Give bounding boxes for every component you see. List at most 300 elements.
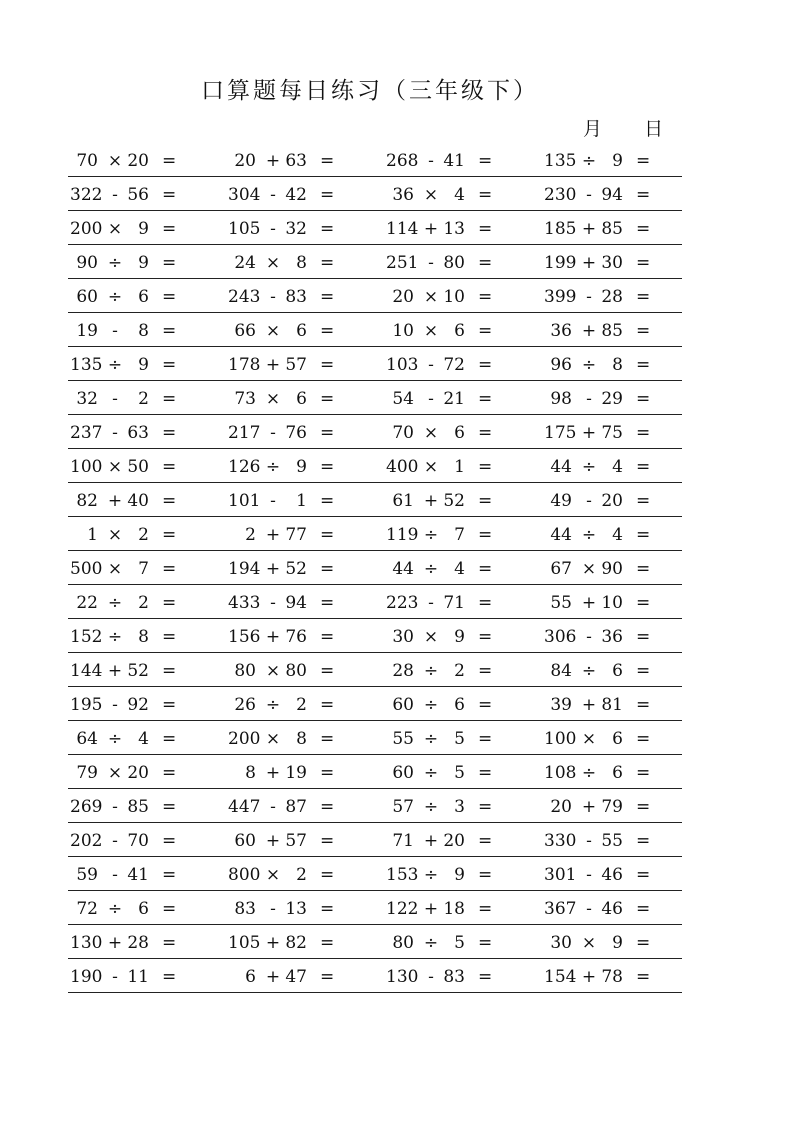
operand-a: 70 [76,151,98,171]
operator: - [428,151,434,171]
operand-a: 800 [228,865,261,885]
equals-sign: = [636,661,651,681]
operand-a: 130 [386,967,419,987]
operand-a: 10 [392,321,414,341]
equals-sign: = [636,185,651,205]
operand-a: 39 [550,695,572,715]
operator: - [586,287,592,307]
operator: - [586,389,592,409]
equals-sign: = [162,661,177,681]
operator: ÷ [423,695,439,715]
operand-b: 75 [601,423,623,443]
operand-b: 13 [285,899,307,919]
operand-b: 6 [138,899,149,919]
operand-a: 20 [234,151,256,171]
operand-a: 100 [544,729,577,749]
operator: × [107,525,123,545]
operand-b: 9 [454,627,465,647]
operand-b: 57 [285,355,307,375]
equals-sign: = [478,933,493,953]
operator: × [423,185,439,205]
table-row [68,959,682,993]
equals-sign: = [162,151,177,171]
operand-b: 6 [454,695,465,715]
operand-a: 126 [228,457,261,477]
table-row [68,517,682,551]
operand-a: 100 [70,457,103,477]
operand-a: 20 [550,797,572,817]
operand-b: 55 [601,831,623,851]
operand-b: 76 [285,627,307,647]
operator: ÷ [581,457,597,477]
equals-sign: = [636,933,651,953]
equals-sign: = [478,423,493,443]
operator: + [265,763,281,783]
operand-b: 10 [443,287,465,307]
operator: - [112,865,118,885]
operand-a: 60 [76,287,98,307]
equals-sign: = [320,389,335,409]
operand-b: 63 [285,151,307,171]
equals-sign: = [162,967,177,987]
equals-sign: = [478,729,493,749]
operand-a: 199 [544,253,577,273]
table-row [68,415,682,449]
operand-a: 152 [70,627,103,647]
operand-a: 66 [234,321,256,341]
operator: - [112,831,118,851]
equals-sign: = [478,627,493,647]
operand-a: 119 [386,525,419,545]
operand-a: 59 [76,865,98,885]
equals-sign: = [320,321,335,341]
operator: - [112,185,118,205]
equals-sign: = [320,491,335,511]
operand-b: 9 [612,933,623,953]
operator: + [265,559,281,579]
operator: × [423,627,439,647]
operand-a: 103 [386,355,419,375]
equals-sign: = [478,967,493,987]
operator: + [581,423,597,443]
equals-sign: = [636,151,651,171]
operand-a: 30 [550,933,572,953]
operand-b: 70 [127,831,149,851]
operand-a: 6 [245,967,256,987]
operand-b: 4 [454,559,465,579]
operand-a: 130 [70,933,103,953]
operand-a: 175 [544,423,577,443]
operand-b: 40 [127,491,149,511]
operand-b: 1 [296,491,307,511]
operand-b: 72 [443,355,465,375]
operand-b: 6 [138,287,149,307]
operand-b: 41 [127,865,149,885]
operand-a: 251 [386,253,419,273]
equals-sign: = [162,797,177,817]
equals-sign: = [636,627,651,647]
equals-sign: = [320,933,335,953]
table-row [68,619,682,653]
operator: × [265,321,281,341]
operator: - [428,593,434,613]
equals-sign: = [478,151,493,171]
operand-a: 322 [70,185,103,205]
operand-b: 63 [127,423,149,443]
equals-sign: = [320,763,335,783]
equals-sign: = [636,559,651,579]
operand-a: 153 [386,865,419,885]
operator: - [270,593,276,613]
operator: - [270,797,276,817]
operator: ÷ [423,865,439,885]
equals-sign: = [162,355,177,375]
operand-a: 22 [76,593,98,613]
operand-a: 194 [228,559,261,579]
operand-a: 500 [70,559,103,579]
operand-b: 28 [127,933,149,953]
equals-sign: = [162,933,177,953]
equals-sign: = [320,967,335,987]
equals-sign: = [162,253,177,273]
operand-a: 202 [70,831,103,851]
operand-b: 2 [138,525,149,545]
operator: + [265,627,281,647]
month-label: 月 [583,118,603,140]
operand-b: 76 [285,423,307,443]
operator: - [428,967,434,987]
equals-sign: = [320,525,335,545]
page-title: 口算题每日练习（三年级下） [201,78,539,104]
operand-b: 47 [285,967,307,987]
operator: × [107,763,123,783]
equals-sign: = [478,185,493,205]
operator: - [112,389,118,409]
operator: + [107,491,123,511]
operator: + [581,593,597,613]
operand-b: 5 [454,729,465,749]
operand-a: 80 [234,661,256,681]
equals-sign: = [162,627,177,647]
equals-sign: = [162,525,177,545]
problem-sheet [68,143,682,993]
operator: - [428,389,434,409]
equals-sign: = [478,355,493,375]
operator: × [581,729,597,749]
operator: × [107,457,123,477]
operand-b: 20 [127,151,149,171]
operator: ÷ [423,525,439,545]
operand-b: 6 [296,321,307,341]
equals-sign: = [478,457,493,477]
operand-b: 6 [454,321,465,341]
operator: + [423,899,439,919]
operand-a: 64 [76,729,98,749]
equals-sign: = [320,627,335,647]
operand-a: 105 [228,219,261,239]
equals-sign: = [636,457,651,477]
operand-a: 190 [70,967,103,987]
operand-a: 80 [392,933,414,953]
table-row [68,347,682,381]
operand-b: 4 [138,729,149,749]
operator: ÷ [423,797,439,817]
operand-a: 70 [392,423,414,443]
operand-b: 6 [296,389,307,409]
operand-a: 195 [70,695,103,715]
operand-b: 10 [601,593,623,613]
operand-a: 67 [550,559,572,579]
operator: × [107,559,123,579]
equals-sign: = [636,389,651,409]
date-line [583,114,663,141]
equals-sign: = [478,491,493,511]
operator: ÷ [107,253,123,273]
equals-sign: = [320,559,335,579]
operator: × [423,321,439,341]
equals-sign: = [636,287,651,307]
operand-b: 9 [138,219,149,239]
operand-b: 83 [285,287,307,307]
operator: + [265,355,281,375]
operand-b: 5 [454,763,465,783]
operand-b: 8 [612,355,623,375]
operand-a: 447 [228,797,261,817]
equals-sign: = [320,219,335,239]
operator: × [265,865,281,885]
operand-b: 11 [127,967,149,987]
operand-a: 90 [76,253,98,273]
equals-sign: = [478,287,493,307]
operand-a: 30 [392,627,414,647]
equals-sign: = [636,865,651,885]
operand-b: 6 [454,423,465,443]
equals-sign: = [636,525,651,545]
equals-sign: = [478,661,493,681]
operator: + [423,831,439,851]
equals-sign: = [320,899,335,919]
operator: - [112,321,118,341]
operand-b: 32 [285,219,307,239]
operator: - [112,797,118,817]
operand-a: 26 [234,695,256,715]
operator: - [586,185,592,205]
operator: - [112,423,118,443]
equals-sign: = [478,797,493,817]
equals-sign: = [320,457,335,477]
equals-sign: = [162,423,177,443]
operand-a: 306 [544,627,577,647]
operator: × [265,729,281,749]
operand-b: 6 [612,763,623,783]
operand-a: 185 [544,219,577,239]
operator: + [581,219,597,239]
table-row [68,211,682,245]
operand-a: 101 [228,491,261,511]
operand-a: 156 [228,627,261,647]
equals-sign: = [636,899,651,919]
equals-sign: = [636,797,651,817]
equals-sign: = [320,151,335,171]
operator: + [423,219,439,239]
table-row [68,313,682,347]
operand-a: 1 [87,525,98,545]
operand-a: 135 [70,355,103,375]
equals-sign: = [636,831,651,851]
operator: + [581,253,597,273]
operand-b: 20 [601,491,623,511]
operand-b: 18 [443,899,465,919]
equals-sign: = [320,865,335,885]
operator: + [581,695,597,715]
table-row [68,789,682,823]
operand-a: 433 [228,593,261,613]
table-row [68,585,682,619]
equals-sign: = [478,763,493,783]
operator: × [423,423,439,443]
equals-sign: = [636,219,651,239]
table-row [68,891,682,925]
operand-b: 2 [296,695,307,715]
operand-b: 82 [285,933,307,953]
operand-b: 9 [138,355,149,375]
equals-sign: = [162,593,177,613]
operand-a: 83 [234,899,256,919]
operator: - [428,253,434,273]
operator: ÷ [581,763,597,783]
equals-sign: = [478,389,493,409]
equals-sign: = [636,593,651,613]
equals-sign: = [636,967,651,987]
operand-b: 8 [138,321,149,341]
operator: ÷ [423,559,439,579]
operand-a: 8 [245,763,256,783]
table-row [68,925,682,959]
operand-b: 5 [454,933,465,953]
operator: - [270,219,276,239]
equals-sign: = [478,253,493,273]
equals-sign: = [320,797,335,817]
operand-a: 200 [70,219,103,239]
equals-sign: = [162,389,177,409]
operator: ÷ [581,525,597,545]
equals-sign: = [162,287,177,307]
equals-sign: = [162,763,177,783]
equals-sign: = [478,321,493,341]
operand-b: 9 [138,253,149,273]
operand-a: 60 [234,831,256,851]
equals-sign: = [162,831,177,851]
operator: × [107,151,123,171]
operand-b: 81 [601,695,623,715]
table-row [68,483,682,517]
operand-a: 135 [544,151,577,171]
operator: × [581,559,597,579]
equals-sign: = [162,219,177,239]
operand-b: 2 [138,389,149,409]
operand-b: 85 [127,797,149,817]
equals-sign: = [636,321,651,341]
equals-sign: = [636,729,651,749]
operator: × [107,219,123,239]
operand-b: 50 [127,457,149,477]
equals-sign: = [320,355,335,375]
operand-b: 8 [296,729,307,749]
operand-a: 243 [228,287,261,307]
operand-a: 73 [234,389,256,409]
operand-b: 2 [454,661,465,681]
operand-b: 3 [454,797,465,817]
operand-a: 82 [76,491,98,511]
operator: - [586,865,592,885]
operand-a: 36 [550,321,572,341]
operand-a: 72 [76,899,98,919]
table-row [68,755,682,789]
equals-sign: = [478,559,493,579]
operand-b: 13 [443,219,465,239]
operand-a: 44 [550,525,572,545]
operator: × [265,389,281,409]
table-row [68,177,682,211]
operand-b: 52 [127,661,149,681]
operand-a: 96 [550,355,572,375]
operand-b: 85 [601,219,623,239]
operand-b: 92 [127,695,149,715]
operand-a: 399 [544,287,577,307]
operand-b: 20 [127,763,149,783]
operand-a: 49 [550,491,572,511]
operand-b: 94 [285,593,307,613]
equals-sign: = [162,185,177,205]
table-row [68,653,682,687]
operator: × [581,933,597,953]
operator: + [265,831,281,851]
operand-b: 30 [601,253,623,273]
operand-b: 9 [296,457,307,477]
operand-b: 7 [138,559,149,579]
operator: × [265,253,281,273]
operand-a: 154 [544,967,577,987]
operator: - [586,831,592,851]
operand-b: 28 [601,287,623,307]
equals-sign: = [162,559,177,579]
operator: × [423,287,439,307]
operand-a: 57 [392,797,414,817]
table-row [68,551,682,585]
operand-a: 223 [386,593,419,613]
equals-sign: = [162,865,177,885]
equals-sign: = [636,695,651,715]
operand-b: 21 [443,389,465,409]
operand-b: 2 [296,865,307,885]
operator: - [112,695,118,715]
equals-sign: = [320,729,335,749]
operator: ÷ [107,729,123,749]
operand-a: 108 [544,763,577,783]
equals-sign: = [478,525,493,545]
operator: + [265,933,281,953]
operand-a: 367 [544,899,577,919]
operand-b: 7 [454,525,465,545]
operand-a: 55 [392,729,414,749]
operator: × [423,457,439,477]
operator: + [265,967,281,987]
operand-a: 178 [228,355,261,375]
equals-sign: = [162,491,177,511]
operator: - [428,355,434,375]
operator: + [107,661,123,681]
operator: ÷ [107,287,123,307]
